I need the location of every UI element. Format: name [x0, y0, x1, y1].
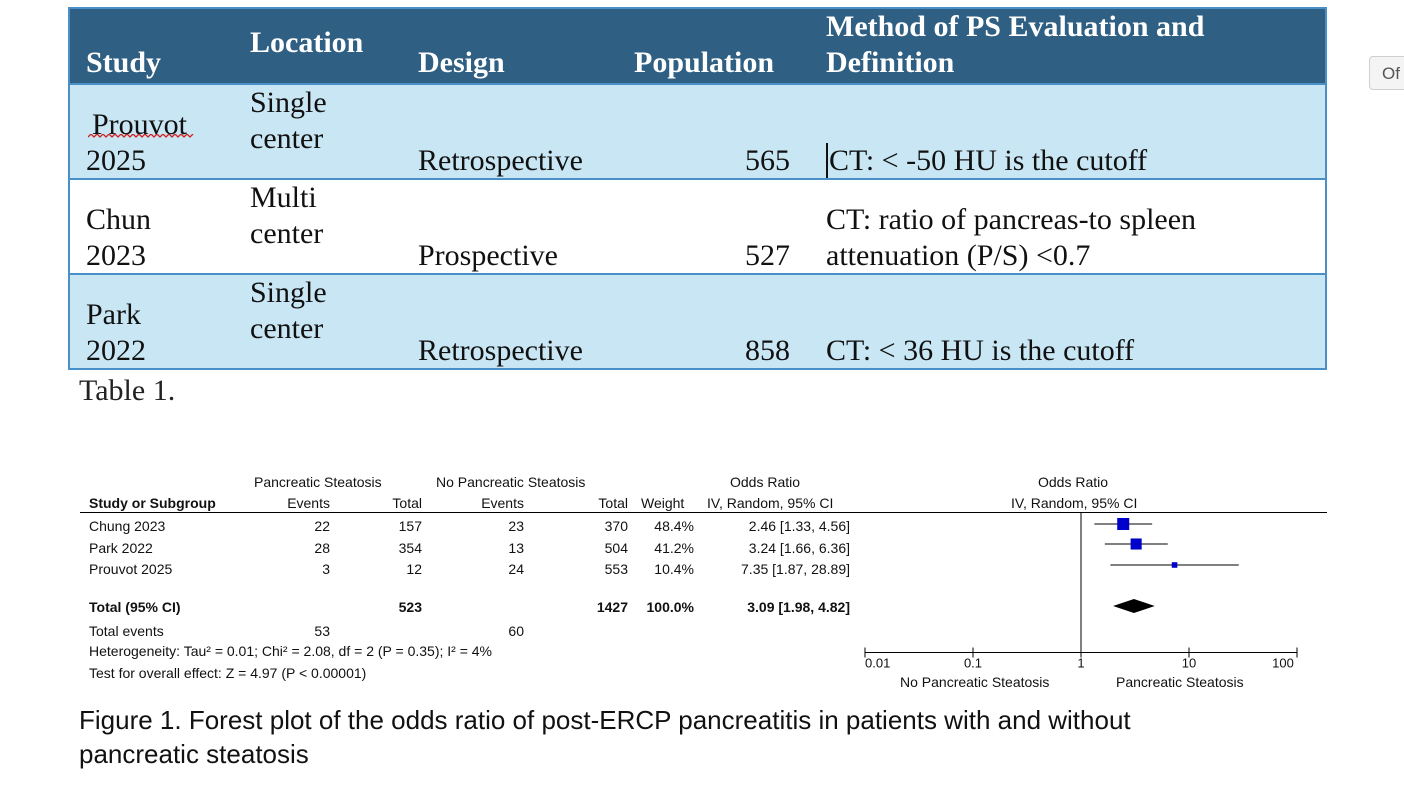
header-location: Location: [250, 26, 364, 59]
method-line2: attenuation (P/S) <0.7: [826, 239, 1091, 272]
study-point-marker: [1131, 538, 1142, 549]
weight: 48.4%: [654, 518, 694, 534]
x-axis-tick-label: 0.1: [963, 655, 983, 671]
x-axis-tick-label: 100: [1272, 655, 1294, 671]
odds-ratio-ci: 2.46 [1.33, 4.56]: [748, 518, 850, 534]
group2-header: No Pancreatic Steatosis: [436, 474, 586, 490]
total-1: 157: [398, 518, 422, 534]
col-study: Study or Subgroup: [89, 495, 216, 511]
pooled-estimate-diamond: [1113, 599, 1155, 613]
heterogeneity: Heterogeneity: Tau² = 0.01; Chi² = 2.08, df = 2 (P = 0.35); I² = 4%: [89, 643, 492, 659]
total-1-sum: 523: [398, 599, 422, 615]
odds-ratio-ci: 7.35 [1.87, 28.89]: [741, 561, 850, 577]
events-2: 13: [508, 540, 524, 556]
total-odds-ratio-ci: 3.09 [1.98, 4.82]: [747, 599, 850, 615]
study-point-marker: [1172, 562, 1178, 568]
header-population: Population: [634, 46, 775, 79]
study-name: Park 2022: [89, 540, 153, 556]
favours-right-label: Pancreatic Steatosis: [1116, 674, 1244, 690]
odds-ratio-ci: 3.24 [1.66, 6.36]: [748, 540, 850, 556]
method-line2: CT: < 36 HU is the cutoff: [826, 334, 1135, 367]
overall-effect: Test for overall effect: Z = 4.97 (P < 0.00001): [89, 665, 367, 681]
events-label: Total events: [89, 623, 164, 639]
x-axis-tick-label: 1: [1077, 655, 1085, 671]
group1-header: Pancreatic Steatosis: [254, 474, 382, 490]
plot-header-2: IV, Random, 95% CI: [1011, 495, 1138, 511]
design: Prospective: [418, 239, 558, 272]
design: Retrospective: [418, 144, 583, 177]
events-2-sum: 60: [508, 623, 524, 639]
table-caption: Table 1.: [79, 374, 176, 407]
location-line1: Multi: [250, 181, 317, 214]
study-name: Chung 2023: [89, 518, 166, 534]
x-axis-tick-label: 0.01: [865, 655, 891, 671]
study-year: 2023: [86, 239, 146, 272]
header-method-line1: Method of PS Evaluation and: [826, 10, 1205, 43]
header-study: Study: [86, 46, 162, 79]
col-events-2: Events: [481, 495, 524, 511]
total-1: 354: [398, 540, 422, 556]
total-2-sum: 1427: [596, 599, 628, 615]
study-year: 2025: [86, 144, 146, 177]
events-2: 24: [508, 561, 524, 577]
population: 565: [745, 144, 790, 177]
events-1: 3: [322, 561, 330, 577]
header-method-line2: Definition: [826, 46, 955, 79]
method-line1: CT: ratio of pancreas-to spleen: [826, 203, 1197, 236]
weight: 41.2%: [654, 540, 694, 556]
total-weight: 100.0%: [646, 599, 694, 615]
total-1: 12: [406, 561, 422, 577]
plot-header-1: Odds Ratio: [1038, 474, 1109, 490]
col-weight: Weight: [641, 495, 685, 511]
location-line2: center: [250, 217, 324, 250]
population: 858: [745, 334, 790, 367]
figure-caption-line1: Figure 1. Forest plot of the odds ratio of post-ERCP pancreatitis in patients with and without: [79, 705, 1131, 735]
location-line1: Single: [250, 276, 327, 309]
location-line1: Single: [250, 86, 327, 119]
study-name: Prouvot 2025: [89, 561, 173, 577]
events-2: 23: [508, 518, 524, 534]
header-design: Design: [418, 46, 505, 79]
events-1: 28: [314, 540, 330, 556]
figure-caption: [79, 703, 1319, 771]
weight: 10.4%: [654, 561, 694, 577]
events-1: 22: [314, 518, 330, 534]
total-2: 370: [604, 518, 628, 534]
col-total-1: Total: [392, 495, 422, 511]
method-line2: CT: < -50 HU is the cutoff: [826, 143, 1147, 179]
design: Retrospective: [418, 334, 583, 367]
total-label: Total (95% CI): [89, 599, 181, 615]
study-year: 2022: [86, 334, 146, 367]
location-line2: center: [250, 122, 324, 155]
or-header-1: Odds Ratio: [730, 474, 801, 490]
population: 527: [745, 239, 790, 272]
figure-caption-line2: pancreatic steatosis: [79, 739, 309, 769]
or-header-2: IV, Random, 95% CI: [707, 495, 834, 511]
total-2: 553: [604, 561, 628, 577]
study-name: Prouvot: [92, 108, 188, 141]
events-1-sum: 53: [314, 623, 330, 639]
total-2: 504: [604, 540, 628, 556]
col-total-2: Total: [598, 495, 628, 511]
favours-left-label: No Pancreatic Steatosis: [900, 674, 1050, 690]
col-events-1: Events: [287, 495, 330, 511]
study-point-marker: [1117, 518, 1129, 530]
location-line2: center: [250, 312, 324, 345]
study-name: Park: [86, 298, 141, 331]
x-axis-tick-label: 10: [1181, 655, 1197, 671]
study-name: Chun: [86, 203, 152, 236]
side-button[interactable]: Of: [1369, 56, 1404, 90]
